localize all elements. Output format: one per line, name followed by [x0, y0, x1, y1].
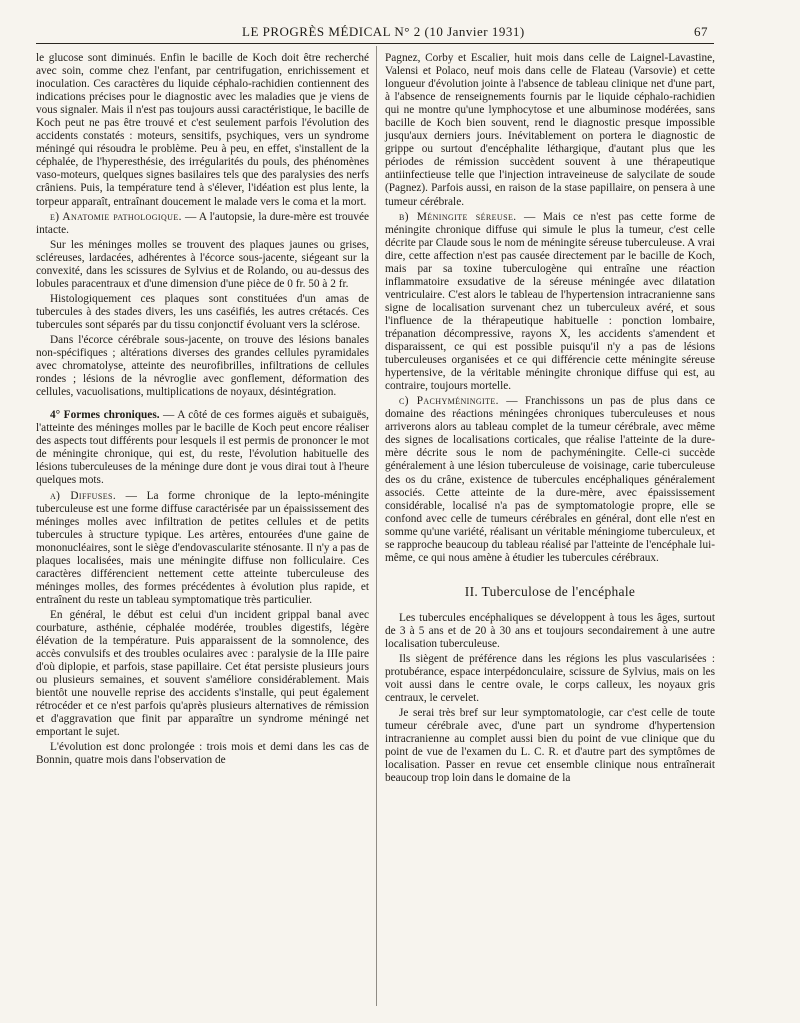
paragraph: Sur les méninges molles se trouvent des plaques jaunes ou grises, scléreuses, lardacées, adhérentes à l'écorce sous-jacente, siégeant sur la convexité, dans les scissures de Sylvius et de Rolando, ou au-dessus des lobules paracentraux et d'une dimension d'une pièce de 0 fr. 50 à 2 fr.	[36, 238, 369, 290]
paragraph	[385, 395, 715, 565]
paragraph: L'évolution est donc prolongée : trois mois et demi dans les cas de Bonnin, quatre mois dans l'observation de	[36, 741, 369, 767]
issue-date: (10 Janvier 1931)	[424, 24, 525, 39]
paragraph: En général, le début est celui d'un incident grippal banal avec courbature, asthénie, céphalée modérée, troubles digestifs, légère élévation de la température. Puis apparaissent de la somnolence, des accès convulsifs et des troubles oculaires avec : paralysie de la IIIe paire d'où diplopie, et parfois, stase papillaire. Cet état persiste plusieurs jours ou plusieurs semaines, et souvent s'améliore considérablement. Mais bientôt une nouvelle reprise des accidents s'installe, qui peut également rétrocéder et ce n'est parfois qu'après plusieurs alternatives de rémission et d'aggravation que finit par apparaître un syndrome méningé net emportant le sujet.	[36, 608, 369, 739]
running-header	[36, 22, 714, 42]
header-rule	[36, 43, 714, 44]
paragraph-text: — Mais ce n'est pas cette forme de méningite chronique diffuse qui simule le plus la tumeur, c'est celle décrite par Claude sous le nom de méningite séreuse tuberculeuse. A vrai dire, cette affection n'est pas causée directement par le bacille de Koch, mais par sa toxine tuberculogène qui entraîne une réaction inflammatoire exsudative de la séreuse méningée avec dilatation ventriculaire. C'est alors le tableau de l'hypertension intracranienne sans signe de localisation survenant chez un tuberculeux avéré, et sous l'influence de la thérapeutique habituelle : ponction lombaire, trépanation décompressive, rayons X, les accidents s'amendent et disparaissent, ce qui est possible puisqu'il n'y a pas de lésions tuberculeuses organisées et ce qui différencie cette méningite séreuse hypertensive, de la véritable méningite chronique diffuse qui est, au contraire, toujours mortelle.	[385, 210, 716, 393]
paragraph-text: — La forme chronique de la lepto-méningite tuberculeuse est une forme diffuse caractérisée par un épaississement des méninges molles avec infiltration de petites cellules et de petits tubercules à structure typique. Les artères, entourées d'une gaine de mononucléaires, sont le siège d'endovascularite sténosante. Il n'y a pas de plaques localisées, mais une méningite diffuse non folliculaire. Ces caractères différencient nettement cette atteinte tuberculeuse des méninges molles, des formes précédentes à évolution plus rapide, et entraînent du reste un tableau symptomatique très particulier.	[36, 489, 369, 606]
paragraph-text: — Franchissons un pas de plus dans ce domaine des réactions méningées chroniques tuberculeuses et nous arriverons alors au tableau complet de la tumeur cérébrale, avec même des signes de localisations corticales, que réalise l'atteinte de la dure-mère décrite sous le nom de pachyméningite. Celle-ci succède généralement à une lésion tuberculeuse de voisinage, carie tuberculeuse des os du crâne, existence de tubercules encéphaliques généralement associés. Cette atteinte de la dure-mère, avec épaississement considérable, localisé n'a pas de symptomatologie propre, elle se confond avec celle de tumeurs cérébrales en général, dont elle n'est en somme qu'une variété, réalisant un véritable méningiome tuberculeux, et se rapproche beaucoup du tableau réalisé par l'atteinte de l'encéphale lui-même, ce qui nous amène à étudier les tubercules cérébraux.	[385, 395, 715, 564]
paragraph	[36, 409, 369, 487]
subheading: b) Méningite séreuse.	[399, 210, 517, 223]
paragraph: Je serai très bref sur leur symptomatologie, car c'est celle de toute tumeur cérébrale avec, d'une part un syndrome d'hypertension intracranienne au complet aussi bien du point de vue clinique que du point de vue de l'examen du L. C. R. et d'autre part des symptômes de localisation. Passer en revue cet ensemble clinique nous entraînerait beaucoup trop loin dans le domaine de la	[385, 707, 715, 785]
paragraph: Pagnez, Corby et Escalier, huit mois dans celle de Laignel-Lavastine, Valensi et Polaco, neuf mois dans celle de Flateau (Varsovie) et cette longueur d'évolution jointe à l'absence de tableau clinique net d'une part, à l'absence de renseignements fournis par le liquide céphalo-rachidien qui ne montre qu'une lymphocytose et une albuminose modérées, sans bacille de Koch bien souvent, rend le diagnostic presque impossible jusqu'aux derniers jours. Inévitablement on portera le diagnostic de grippe ou surtout d'encéphalite léthargique, d'autant plus que les périodes de rémission succèdent souvent à une thérapeutique antiinfectieuse telle que l'injection intraveineuse de salycilate de soude (Pagnez). Parfois aussi, en raison de la stase papillaire, on pensera à une tumeur cérébrale.	[385, 52, 715, 208]
paragraph-text: — A l'autopsie, la dure-mère est trouvée intacte.	[36, 210, 369, 236]
subheading: 4° Formes chroniques.	[50, 409, 160, 422]
left-column	[36, 52, 369, 769]
right-column	[385, 52, 715, 787]
paragraph: Les tubercules encéphaliques se développent à tous les âges, surtout de 3 à 5 ans et de 20 à 30 ans et toujours secondairement à une autre localisation tuberculeuse.	[385, 611, 715, 650]
paragraph-text: — A côté de ces formes aiguës et subaiguës, l'atteinte des méninges molles par le bacille de Koch peut encore réaliser des aspects tout différents pour lesquels il est permis de prononcer le mot de méningite chronique, qui est, du reste, l'évolution habituelle des lésions tuberculeuses de la méninge dure dont je vous dirai tout à l'heure quelques mots.	[36, 409, 369, 487]
paragraph: Ils siègent de préférence dans les régions les plus vascularisées : protubérance, espace interpédonculaire, scissure de Sylvius, mais on les voit aussi dans le centre ovale, le corps calleux, les noyaux gris centraux, le cervelet.	[385, 653, 715, 705]
issue-number: N° 2	[394, 24, 421, 39]
journal-name: LE PROGRÈS MÉDICAL	[242, 24, 391, 39]
column-divider	[376, 46, 377, 1006]
section-title: II. Tuberculose de l'encéphale	[464, 583, 636, 599]
paragraph	[36, 490, 369, 607]
subheading: c) Pachyméningite.	[399, 395, 499, 408]
paragraph: Dans l'écorce cérébrale sous-jacente, on trouve des lésions banales non-spécifiques ; altérations diverses des grandes cellules pyramidales avec chromatolyse, atteinte des neurofibrilles, infiltrations de cellules rondes ; lésions de la névroglie avec gonflement, déformation des cellules, vacuolisations, multiplications de noyaux, désintégration.	[36, 333, 369, 399]
paragraph: Histologiquement ces plaques sont constituées d'un amas de tubercules à des stades divers, les uns caséifiés, les autres crétacés. Ces tubercules sont séparés par du tissu conjonctif évoluant vers la sclérose.	[36, 292, 369, 331]
paragraph: le glucose sont diminués. Enfin le bacille de Koch doit être recherché avec soin, comme chez l'enfant, par centrifugation, enrichissement et inoculation. Ces caractères du liquide céphalo-rachidien contiennent des indications précises pour le diagnostic avec les maladies que je viens de vous signaler. Mais il n'est pas toujours aussi caractéristique, le bacille de Koch peut ne pas être trouvé et c'est seulement parfois l'évolution des accidents constatés : moteurs, sensitifs, psychiques, vers un syndrome méningé qui résoudra le problème. Peu à peu, en effet, s'installent de la céphalée, de l'hyperesthésie, des irrégularités du pouls, des phénomènes vaso-moteurs, quelques signes basilaires tels que des paralysies des nerfs crâniens. Puis, la température tend à s'élever, l'idéation est plus lente, la torpeur apparaît, entraînant doucement le malade vers le coma et la mort.	[36, 52, 369, 208]
paragraph	[385, 211, 715, 394]
subheading: e) Anatomie pathologique.	[50, 210, 182, 223]
subheading: a) Diffuses.	[50, 489, 117, 502]
paragraph	[36, 211, 369, 237]
header-title	[242, 24, 525, 40]
page-number: 67	[694, 24, 708, 39]
